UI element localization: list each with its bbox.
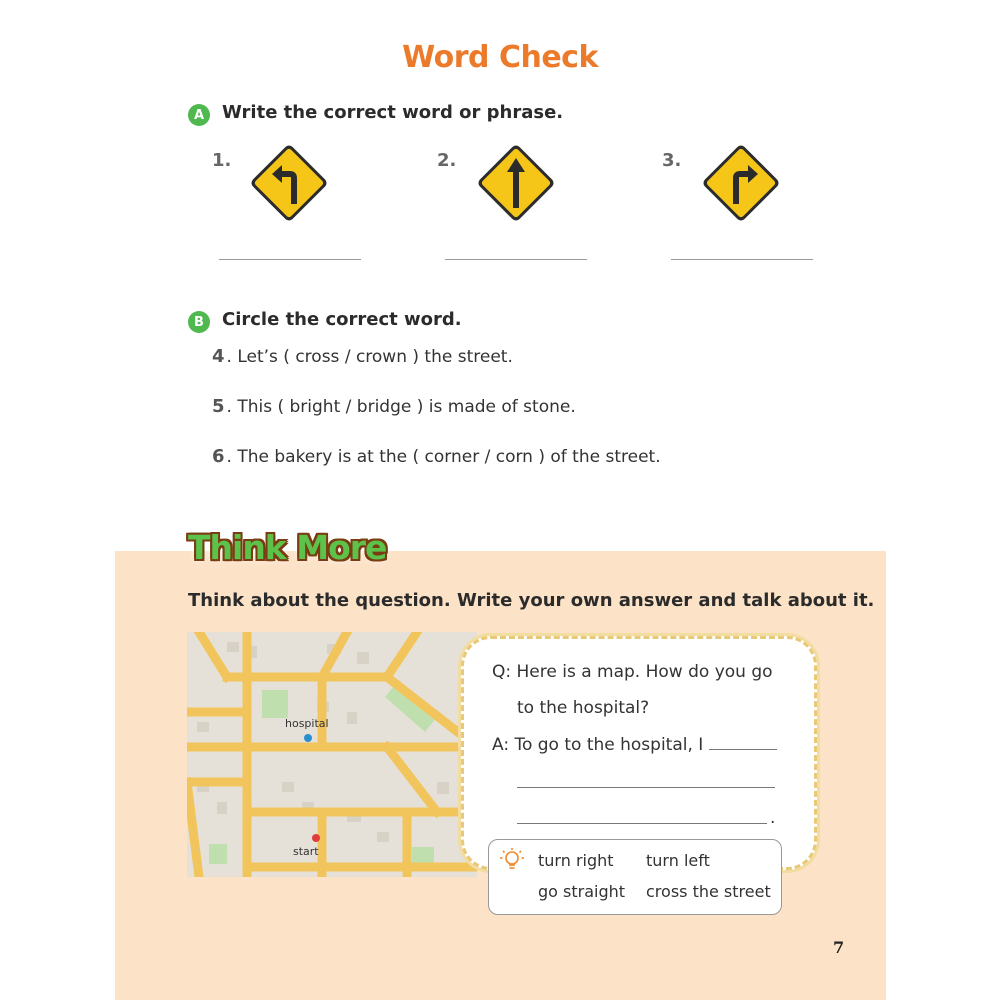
answer-writing-line-3[interactable] bbox=[517, 823, 767, 824]
section-a-instruction: Write the correct word or phrase. bbox=[222, 102, 564, 123]
park bbox=[412, 847, 434, 865]
sentence-text: . Let’s ( cross / crown ) the street. bbox=[226, 347, 513, 367]
lightbulb-icon bbox=[498, 846, 526, 874]
sentence-text: . The bakery is at the ( corner / corn ) of the street. bbox=[226, 447, 661, 467]
question-line-1: Q: Here is a map. How do you go bbox=[492, 662, 773, 682]
think-more-title: Think More bbox=[188, 528, 387, 567]
answer-writing-line-2[interactable] bbox=[517, 787, 775, 788]
map-label-hospital: hospital bbox=[285, 717, 329, 730]
section-b-instruction: Circle the correct word. bbox=[222, 309, 462, 330]
sentence-number: 5 bbox=[212, 396, 225, 417]
turn-right-sign-icon bbox=[696, 138, 786, 228]
street-map bbox=[187, 632, 477, 877]
hint-turn-left: turn left bbox=[646, 851, 710, 870]
item-2-number: 2. bbox=[437, 150, 457, 171]
sentence-number: 4 bbox=[212, 346, 225, 367]
map-label-start: start bbox=[293, 845, 319, 858]
think-more-instruction: Think about the question. Write your own answer and talk about it. bbox=[188, 590, 875, 611]
hospital-marker bbox=[304, 734, 312, 742]
item-3-number: 3. bbox=[662, 150, 682, 171]
answer-period: . bbox=[770, 808, 776, 828]
answer-line-1[interactable] bbox=[219, 259, 361, 260]
park bbox=[209, 844, 227, 864]
hint-cross-the-street: cross the street bbox=[646, 882, 771, 901]
answer-blank[interactable] bbox=[709, 749, 777, 750]
answer-prefix: A: To go to the hospital, I bbox=[492, 735, 704, 755]
start-marker bbox=[312, 834, 320, 842]
section-b-badge: B bbox=[188, 311, 210, 333]
sentence-text: . This ( bright / bridge ) is made of stone. bbox=[226, 397, 576, 417]
hint-turn-right: turn right bbox=[538, 851, 614, 870]
sentence-number: 6 bbox=[212, 446, 225, 467]
sentence-4 bbox=[212, 346, 513, 367]
page-number: 7 bbox=[833, 938, 845, 957]
turn-left-sign-icon bbox=[244, 138, 334, 228]
sentence-5 bbox=[212, 396, 576, 417]
answer-line-3[interactable] bbox=[671, 259, 813, 260]
straight-ahead-sign-icon bbox=[471, 138, 561, 228]
page-title: Word Check bbox=[402, 40, 598, 75]
answer-line-2[interactable] bbox=[445, 259, 587, 260]
hint-go-straight: go straight bbox=[538, 882, 626, 901]
question-line-2: to the hospital? bbox=[517, 698, 650, 718]
hint-box bbox=[488, 839, 782, 915]
park bbox=[262, 690, 288, 718]
answer-line-a bbox=[492, 735, 777, 755]
section-a-badge: A bbox=[188, 104, 210, 126]
sentence-6 bbox=[212, 446, 661, 467]
item-1-number: 1. bbox=[212, 150, 232, 171]
